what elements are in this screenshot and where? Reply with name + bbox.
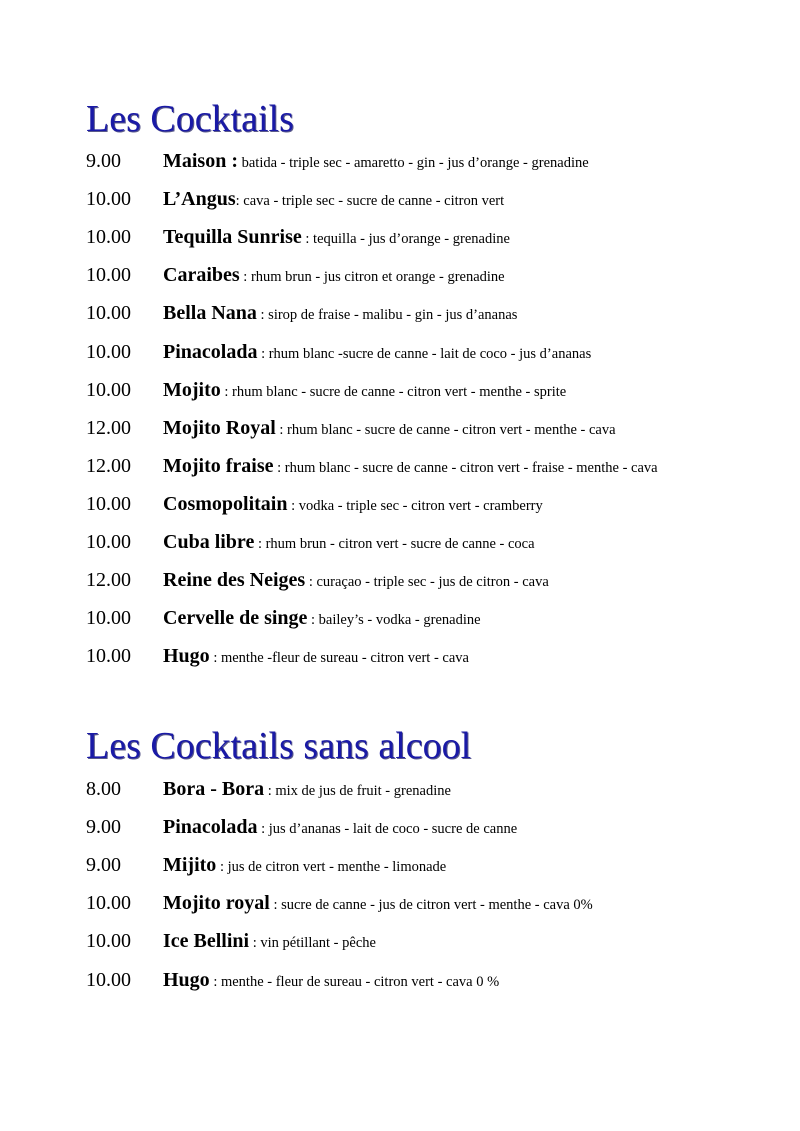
menu-item <box>0 567 800 593</box>
menu-item <box>0 377 800 403</box>
menu-item <box>0 529 800 555</box>
menu-item <box>0 967 800 993</box>
item-price: 12.00 <box>86 417 131 439</box>
item-name: Cosmopolitain <box>163 493 288 515</box>
item-name: Hugo <box>163 969 210 991</box>
item-price: 9.00 <box>86 816 121 838</box>
item-price: 10.00 <box>86 226 131 248</box>
item-name: Tequilla Sunrise <box>163 226 302 248</box>
menu-item <box>0 643 800 669</box>
item-price: 10.00 <box>86 969 131 991</box>
item-price: 12.00 <box>86 455 131 477</box>
menu-item <box>0 776 800 802</box>
menu-item <box>0 148 800 174</box>
menu-item <box>0 605 800 631</box>
menu-item <box>0 339 800 365</box>
menu-item <box>0 300 800 326</box>
item-name: Reine des Neiges <box>163 569 306 591</box>
menu-item <box>0 453 800 479</box>
item-name: Mojito <box>163 379 221 401</box>
item-price: 10.00 <box>86 302 131 324</box>
item-ingredients: : jus de citron vert - menthe - limonade <box>216 859 447 875</box>
menu-item <box>0 415 800 441</box>
item-name: Mojito Royal <box>163 417 276 439</box>
item-name: Maison : <box>163 150 238 172</box>
menu-item <box>0 224 800 250</box>
item-price: 10.00 <box>86 645 131 667</box>
menu-item <box>0 814 800 840</box>
item-ingredients: : tequilla - jus d’orange - grenadine <box>301 231 510 247</box>
item-price: 10.00 <box>86 264 131 286</box>
item-name: Bora - Bora <box>163 778 265 800</box>
item-price: 10.00 <box>86 930 131 952</box>
item-ingredients: : bailey’s - vodka - grenadine <box>307 612 481 628</box>
item-price: 9.00 <box>86 854 121 876</box>
item-ingredients: : rhum blanc - sucre de canne - citron vert - fraise - menthe - cava <box>273 460 658 476</box>
item-price: 10.00 <box>86 531 131 553</box>
menu-item <box>0 491 800 517</box>
item-name: Pinacolada <box>163 341 258 363</box>
menu-item <box>0 262 800 288</box>
item-name: Mijito <box>163 854 217 876</box>
item-ingredients: : sucre de canne - jus de citron vert - menthe - cava 0% <box>269 897 593 913</box>
item-ingredients: : rhum blanc -sucre de canne - lait de coco - jus d’ananas <box>257 346 592 362</box>
item-ingredients: : curaçao - triple sec - jus de citron - cava <box>305 574 549 590</box>
menu-item <box>0 890 800 916</box>
menu-item <box>0 852 800 878</box>
item-price: 10.00 <box>86 341 131 363</box>
item-ingredients: : menthe - fleur de sureau - citron vert - cava 0 % <box>209 974 500 990</box>
item-name: Cervelle de singe <box>163 607 308 629</box>
item-name: Pinacolada <box>163 816 258 838</box>
item-ingredients: : rhum brun - citron vert - sucre de canne - coca <box>254 536 535 552</box>
item-name: Hugo <box>163 645 210 667</box>
item-price: 9.00 <box>86 150 121 172</box>
item-price: 10.00 <box>86 379 131 401</box>
item-name: Cuba libre <box>163 531 255 553</box>
menu-item <box>0 928 800 954</box>
item-ingredients: : rhum blanc - sucre de canne - citron vert - menthe - cava <box>275 422 616 438</box>
item-price: 10.00 <box>86 493 131 515</box>
item-price: 8.00 <box>86 778 121 800</box>
section-title-cocktails: Les Cocktails <box>86 98 294 140</box>
item-name: Mojito fraise <box>163 455 274 477</box>
item-name: Caraibes <box>163 264 240 286</box>
item-ingredients: : jus d’ananas - lait de coco - sucre de canne <box>257 821 518 837</box>
item-price: 10.00 <box>86 188 131 210</box>
item-price: 12.00 <box>86 569 131 591</box>
menu-item <box>0 186 800 212</box>
item-ingredients: : sirop de fraise - malibu - gin - jus d’ananas <box>256 307 518 323</box>
item-name: Bella Nana <box>163 302 257 324</box>
item-ingredients: : vin pétillant - pêche <box>249 935 376 951</box>
item-ingredients: : vodka - triple sec - citron vert - cramberry <box>287 498 543 514</box>
item-ingredients: : menthe -fleur de sureau - citron vert - cava <box>209 650 469 666</box>
item-ingredients: : mix de jus de fruit - grenadine <box>264 783 451 799</box>
item-ingredients: batida - triple sec - amaretto - gin - jus d’orange - grenadine <box>238 155 589 171</box>
item-ingredients: : rhum brun - jus citron et orange - grenadine <box>239 269 505 285</box>
item-name: L’Angus <box>163 188 236 210</box>
item-price: 10.00 <box>86 892 131 914</box>
item-name: Mojito royal <box>163 892 270 914</box>
item-name: Ice Bellini <box>163 930 250 952</box>
item-ingredients: : rhum blanc - sucre de canne - citron vert - menthe - sprite <box>220 384 567 400</box>
item-ingredients: : cava - triple sec - sucre de canne - citron vert <box>235 193 505 209</box>
item-price: 10.00 <box>86 607 131 629</box>
section-title-sans-alcool: Les Cocktails sans alcool <box>86 725 472 767</box>
